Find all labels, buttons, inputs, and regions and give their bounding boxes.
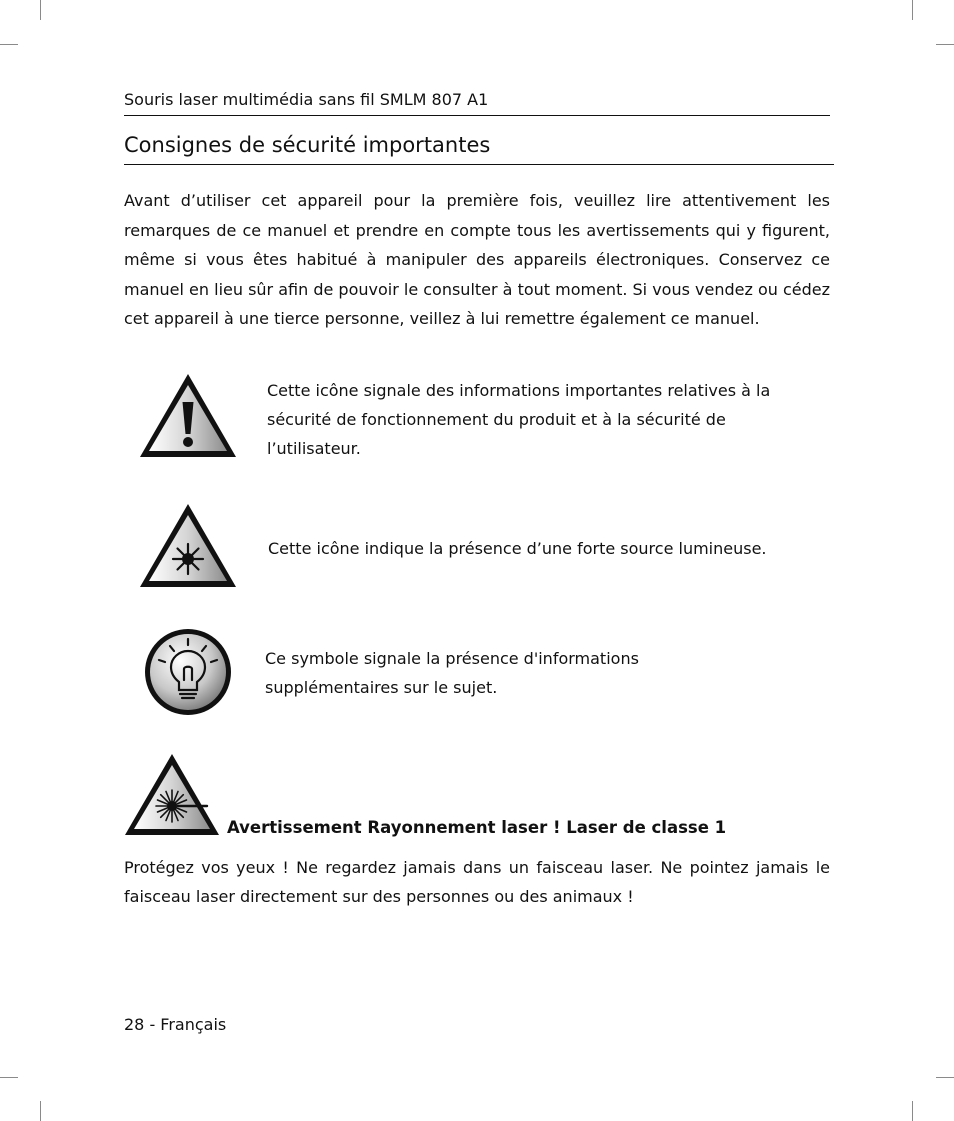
lightbulb-info-icon [144, 628, 232, 716]
laser-warning-icon [123, 752, 221, 838]
symbol-description: Ce symbole signale la présence d'informations supplémentaires sur le sujet. [265, 649, 639, 697]
section-title: Consignes de sécurité importantes [124, 130, 834, 165]
crop-mark [912, 1101, 913, 1121]
symbol-description: Cette icône indique la présence d’une forte source lumineuse. [268, 539, 767, 558]
symbol-description: Cette icône signale des informations importantes relatives à la sécurité de fonctionnement du produit et à la sécurité de l’utilisateur. [267, 381, 771, 458]
crop-mark [936, 1077, 954, 1078]
crop-mark [912, 0, 913, 20]
intro-paragraph: Avant d’utiliser cet appareil pour la première fois, veuillez lire attentivement les remarques de ce manuel et prendre en compte tous les avertissements qui y figurent, même si vous êtes habitué à manipuler des appareils électroniques. Conservez ce manuel en lieu sûr afin de pouvoir le consulter à tout moment. Si vous vendez ou cédez cet appareil à une tierce personne, veillez à lui remettre également ce manuel. [124, 191, 831, 328]
laser-warning-heading: Avertissement Rayonnement laser ! Laser de classe 1 [227, 818, 727, 837]
crop-mark [936, 44, 954, 45]
crop-mark [40, 0, 41, 20]
crop-mark [0, 44, 18, 45]
bright-light-warning-icon [138, 502, 238, 590]
crop-mark [0, 1077, 18, 1078]
laser-warning-text: Protégez vos yeux ! Ne regardez jamais dans un faisceau laser. Ne pointez jamais le faisceau laser directement sur des personnes ou des animaux ! [124, 858, 830, 906]
running-header: Souris laser multimédia sans fil SMLM 807 A1 [124, 88, 830, 116]
crop-mark [40, 1101, 41, 1121]
page-footer: 28 - Français [124, 1015, 227, 1034]
warning-exclamation-icon [138, 372, 238, 460]
